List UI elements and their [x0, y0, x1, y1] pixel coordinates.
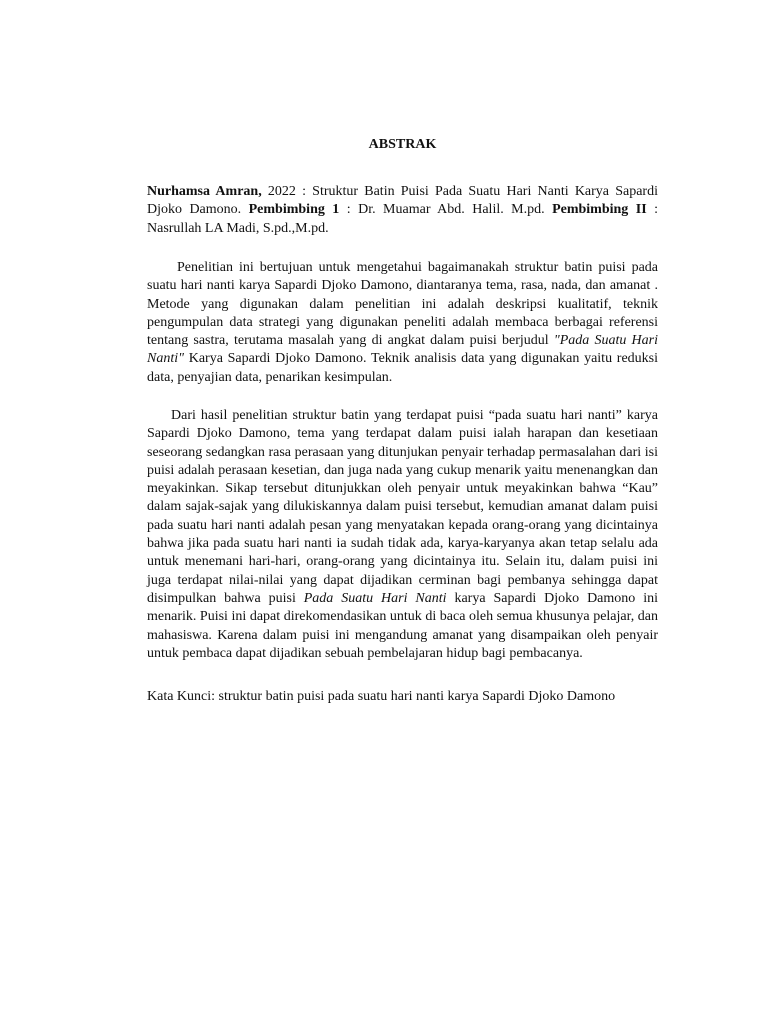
- paragraph1-text-after: Karya Sapardi Djoko Damono. Teknik analisis data yang digunakan yaitu reduksi data, penyajian data, penarikan kesimpulan.: [147, 351, 658, 385]
- advisor2-label: Pembimbing II: [552, 202, 647, 218]
- advisor1-name: : Dr. Muamar Abd. Halil. M.pd.: [339, 202, 553, 218]
- author-name: Nurhamsa Amran,: [147, 184, 262, 199]
- paragraph2-text-before: Dari hasil penelitian struktur batin yang terdapat puisi “pada suatu hari nanti” karya Sapardi Djoko Damono, tema yang terdapat dalam puisi ialah harapan dan kesetiaan seseorang sedangkan rasa perasaan yang ditunjukan penyair terhadap permasalahan dari isi puisi adalah perasaan kesetian, dan juga nada yang cukup menarik yaitu menenangkan dan meyakinkan. Sikap tersebut ditunjukkan oleh penyair untuk meyakinkan bahwa “Kau” dalam sajak-sajak yang dilukiskannya dalam puisi tersebut, kemudian amanat dalam puisi pada suatu hari nanti adalah pesan yang menyatakan kepada orang-orang yang dicintainya bahwa jika pada suatu hari nanti ia sudah tidak ada, karya-karyanya akan tetap selalu ada untuk menemani hari-hari, orang-orang yang dicintainya itu. Selain itu, dalam puisi ini juga terdapat nilai-nilai yang dapat dijadikan cerminan bagi pembanya sehingga dapat disimpulkan bahwa puisi: [147, 408, 658, 606]
- paragraph2-text-after: karya Sapardi Djoko Damono ini menarik. Puisi ini dapat direkomendasikan untuk di baca oleh semua khusunya pelajar, dan mahasiswa. Karena dalam puisi ini mengandung amanat yang disampaikan oleh penyair untuk pembaca dapat dijadikan sebuah pembelajaran hidup bagi pembacanya.: [147, 590, 658, 661]
- abstract-paragraph-1: [147, 259, 658, 387]
- poem-title-italic: "Pada Suatu Hari Nanti": [147, 333, 658, 367]
- abstract-title: ABSTRAK: [368, 137, 437, 152]
- paragraph1-text-before: Penelitian ini bertujuan untuk mengetahui bagaimanakah struktur batin puisi pada suatu hari nanti karya Sapardi Djoko Damono, diantaranya tema, rasa, nada, dan amanat . Metode yang digunakan dalam penelitian ini adalah deskripsi kualitatif, teknik pengumpulan data strategi yang digunakan peneliti adalah membaca berbagai referensi tentang sastra, terutama masalah yang di angkat dalam puisi berjudul: [147, 260, 658, 349]
- advisor1-label: Pembimbing 1: [248, 202, 340, 218]
- abstract-paragraph-2: [147, 407, 658, 663]
- keywords: Kata Kunci: struktur batin puisi pada suatu hari nanti karya Sapardi Djoko Damono: [147, 689, 616, 704]
- advisor2-name: : Nasrullah LA Madi, S.pd.,M.pd.: [147, 202, 658, 236]
- author-identity: [147, 183, 658, 238]
- thesis-title: 2022 : Struktur Batin Puisi Pada Suatu Hari Nanti Karya Sapardi Djoko Damono.: [147, 184, 658, 218]
- poem-title-italic-2: Pada Suatu Hari Nanti: [303, 590, 447, 606]
